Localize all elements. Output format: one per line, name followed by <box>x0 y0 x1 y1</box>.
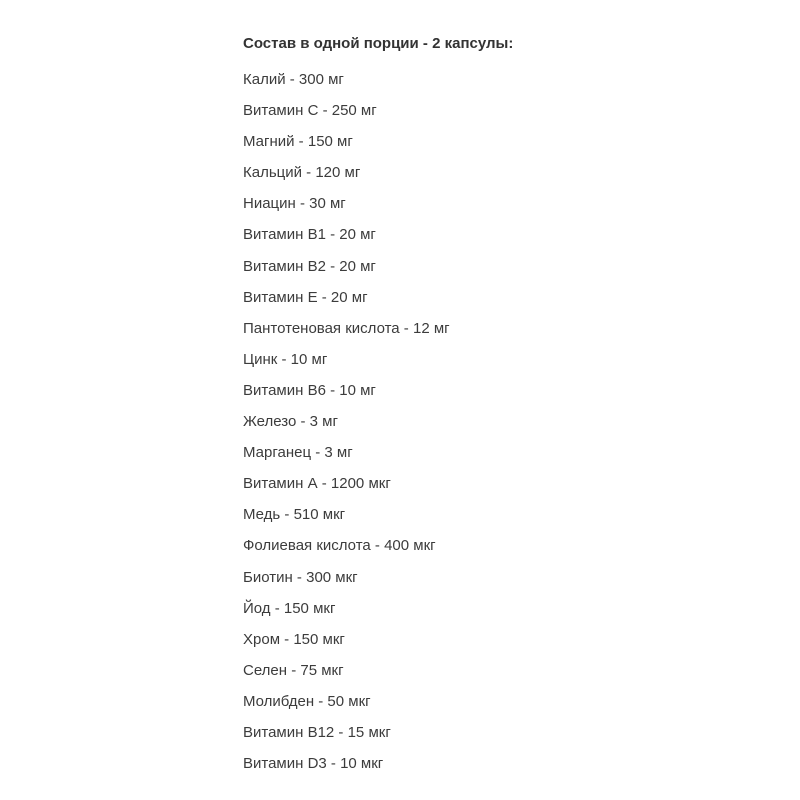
composition-block <box>243 33 763 779</box>
ingredient-item: Селен - 75 мкг <box>243 661 344 679</box>
ingredient-item: Железо - 3 мг <box>243 413 338 431</box>
ingredient-item: Калий - 300 мг <box>243 71 344 88</box>
ingredient-item: Пантотеновая кислота - 12 мг <box>243 319 450 337</box>
composition-title: Состав в одной порции - 2 капсулы: <box>243 35 514 52</box>
ingredient-item: Молибден - 50 мкг <box>243 692 371 710</box>
ingredient-item: Магний - 150 мг <box>243 133 353 151</box>
ingredient-item: Марганец - 3 мг <box>243 444 353 462</box>
ingredient-item: Витамин В6 - 10 мг <box>243 381 376 399</box>
ingredient-item: Витамин В1 - 20 мг <box>243 226 376 244</box>
ingredient-item: Витамин D3 - 10 мкг <box>243 755 384 773</box>
ingredient-item: Витамин Е - 20 мг <box>243 288 368 306</box>
ingredient-item: Фолиевая кислота - 400 мкг <box>243 537 436 555</box>
ingredient-item: Хром - 150 мкг <box>243 630 345 648</box>
ingredient-item: Кальций - 120 мг <box>243 164 361 182</box>
ingredient-item: Витамин В12 - 15 мкг <box>243 723 391 741</box>
ingredient-item: Цинк - 10 мг <box>243 350 328 368</box>
ingredient-item: Биотин - 300 мкг <box>243 568 358 586</box>
ingredient-item: Йод - 150 мкг <box>243 599 336 617</box>
ingredient-item: Витамин В2 - 20 мг <box>243 257 376 275</box>
ingredient-item: Медь - 510 мкг <box>243 506 346 524</box>
ingredient-item: Витамин С - 250 мг <box>243 102 377 120</box>
ingredient-list <box>243 64 763 779</box>
ingredient-item: Ниацин - 30 мг <box>243 195 346 213</box>
ingredient-item: Витамин А - 1200 мкг <box>243 475 391 493</box>
